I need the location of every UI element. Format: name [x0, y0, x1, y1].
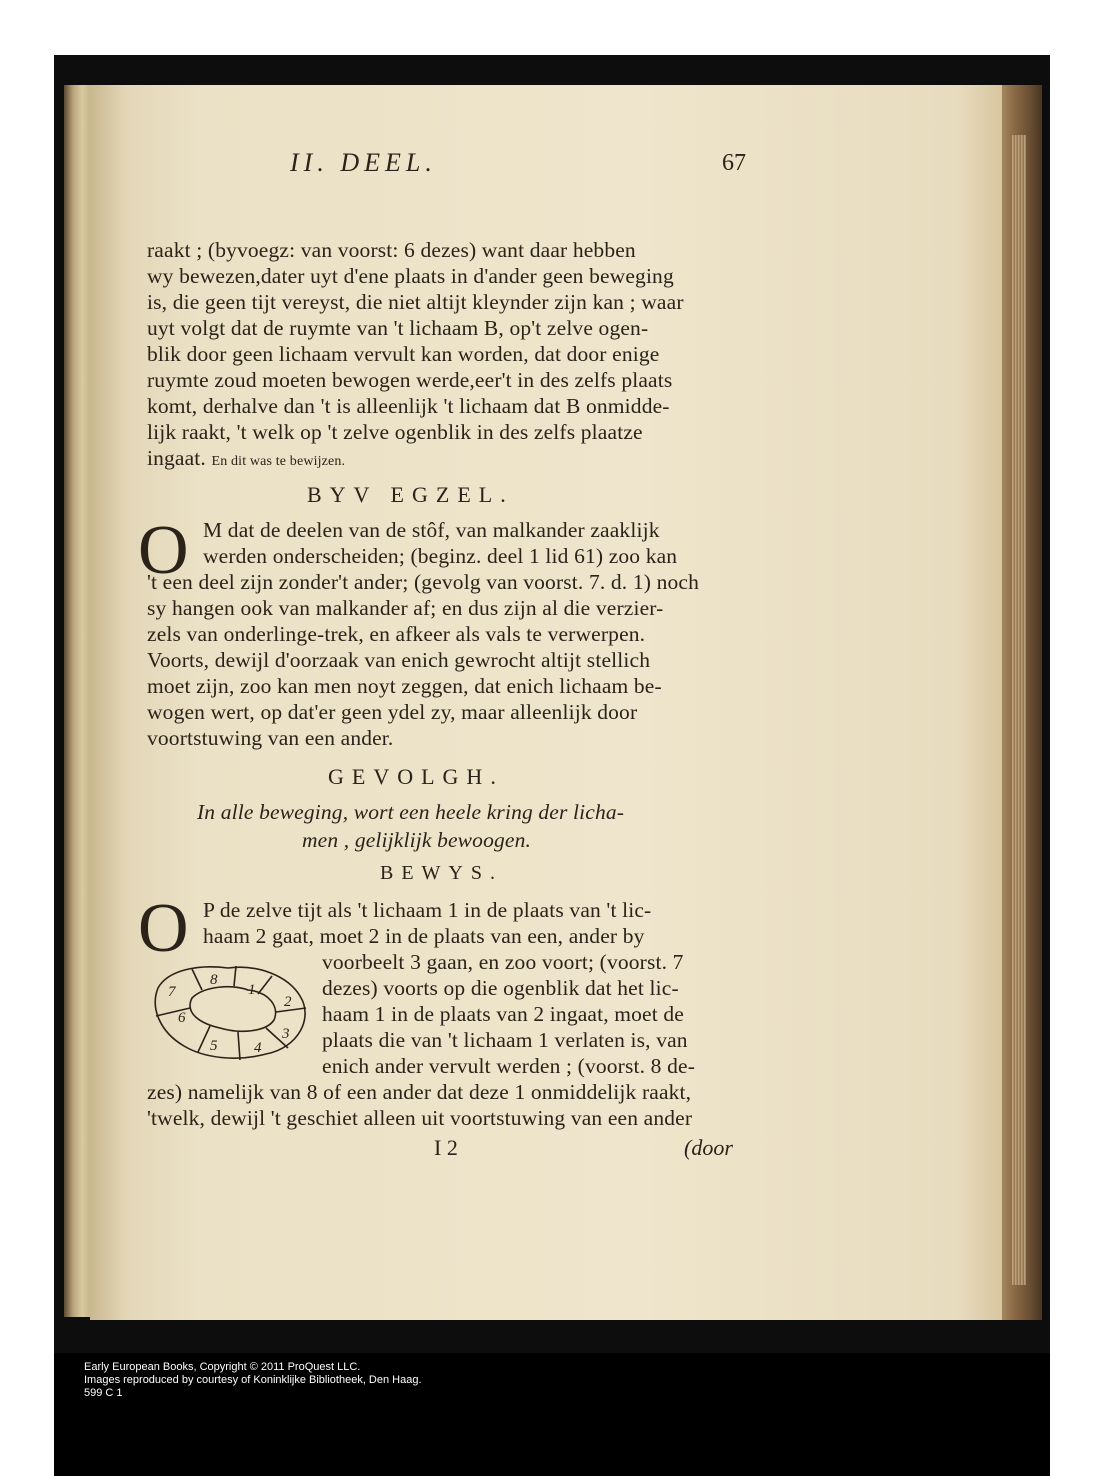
- proposition-line: men , gelijklijk bewoogen.: [302, 828, 531, 852]
- text-line: werden onderscheiden; (beginz. deel 1 lid 61) zoo kan: [203, 544, 678, 568]
- running-head: II. DEEL.: [290, 148, 437, 177]
- drop-cap: O: [138, 890, 189, 967]
- text-line: wy bewezen,dater uyt d'ene plaats in d'ander geen beweging: [147, 264, 674, 288]
- text-line: 'twelk, dewijl 't geschiet alleen uit voortstuwing van een ander: [147, 1106, 693, 1130]
- text-segment: ingaat.: [147, 446, 206, 470]
- drop-cap: O: [138, 512, 189, 589]
- text-line: zels van onderlinge-trek, en afkeer als vals te verwerpen.: [147, 622, 646, 646]
- facing-page-edge: [64, 85, 90, 1317]
- text-line: P de zelve tijt als 't lichaam 1 in de plaats van 't lic-: [203, 898, 652, 922]
- figure-label: 3: [282, 1026, 290, 1042]
- section-heading-byvoegzel: BYV EGZEL.: [307, 482, 514, 507]
- text-line: Voorts, dewijl d'oorzaak van enich gewrocht altijt stellich: [147, 648, 651, 672]
- catchword: (door: [684, 1135, 733, 1160]
- figure-label: 1: [248, 982, 256, 998]
- footer-copyright: Early European Books, Copyright © 2011 ProQuest LLC.: [84, 1361, 361, 1373]
- text-line: komt, derhalve dan 't is alleenlijk 't lichaam dat B onmidde-: [147, 394, 670, 418]
- signature-mark: I 2: [434, 1135, 458, 1160]
- text-line: 't een deel zijn zonder't ander; (gevolg van voorst. 7. d. 1) noch: [147, 570, 699, 594]
- text-line: voorbeelt 3 gaan, en zoo voort; (voorst. 7: [322, 950, 684, 974]
- text-line: ruymte zoud moeten bewogen werde,eer't in des zelfs plaats: [147, 368, 673, 392]
- section-heading-bewys: BEWYS.: [380, 862, 503, 884]
- figure-label: 4: [254, 1040, 262, 1056]
- text-line: uyt volgt dat de ruymte van 't lichaam B, op't zelve ogen-: [147, 316, 649, 340]
- figure-label: 8: [210, 972, 218, 988]
- section-heading-gevolgh: GEVOLGH.: [328, 764, 504, 789]
- text-line: sy hangen ook van malkander af; en dus zijn al die verzier-: [147, 596, 664, 620]
- page-stack-edge: [1012, 135, 1026, 1285]
- qed-note: En dit was te bewijzen.: [211, 454, 346, 469]
- proposition-line: In alle beweging, wort een heele kring der licha-: [197, 800, 625, 824]
- footer-shelfmark: 599 C 1: [84, 1387, 123, 1399]
- text-line: blik door geen lichaam vervult kan worden, dat door enige: [147, 342, 660, 366]
- figure-label: 2: [284, 994, 292, 1010]
- text-line: plaats die van 't lichaam 1 verlaten is, van: [322, 1028, 688, 1052]
- ring-of-bodies-diagram: [148, 962, 316, 1066]
- text-line: voortstuwing van een ander.: [147, 726, 394, 750]
- text-line: lijk raakt, 't welk op 't zelve ogenblik in des zelfs plaatze: [147, 420, 643, 444]
- text-line: haam 2 gaat, moet 2 in de plaats van een, ander by: [203, 924, 645, 948]
- figure-label: 6: [178, 1010, 186, 1026]
- text-line: zes) namelijk van 8 of een ander dat deze 1 onmiddelijk raakt,: [147, 1080, 692, 1104]
- text-line: is, die geen tijt vereyst, die niet altijt kleynder zijn kan ; waar: [147, 290, 684, 314]
- text-line: moet zijn, zoo kan men noyt zeggen, dat enich lichaam be-: [147, 674, 662, 698]
- figure-label: 7: [168, 984, 176, 1000]
- copyright-footer: [54, 1353, 1050, 1476]
- figure-label: 5: [210, 1038, 218, 1054]
- text-line: dezes) voorts op die ogenblik dat het lic-: [322, 976, 679, 1000]
- text-line: wogen wert, op dat'er geen ydel zy, maar alleenlijk door: [147, 700, 638, 724]
- text-line: haam 1 in de plaats van 2 ingaat, moet de: [322, 1002, 684, 1026]
- text-line: enich ander vervult werden ; (voorst. 8 de-: [322, 1054, 696, 1078]
- text-line: [147, 446, 345, 471]
- footer-courtesy: Images reproduced by courtesy of Koninklijke Bibliotheek, Den Haag.: [84, 1374, 422, 1386]
- text-line: M dat de deelen van de stôf, van malkander zaaklijk: [203, 518, 660, 542]
- text-line: raakt ; (byvoegz: van voorst: 6 dezes) want daar hebben: [147, 238, 636, 262]
- page-number: 67: [722, 150, 746, 176]
